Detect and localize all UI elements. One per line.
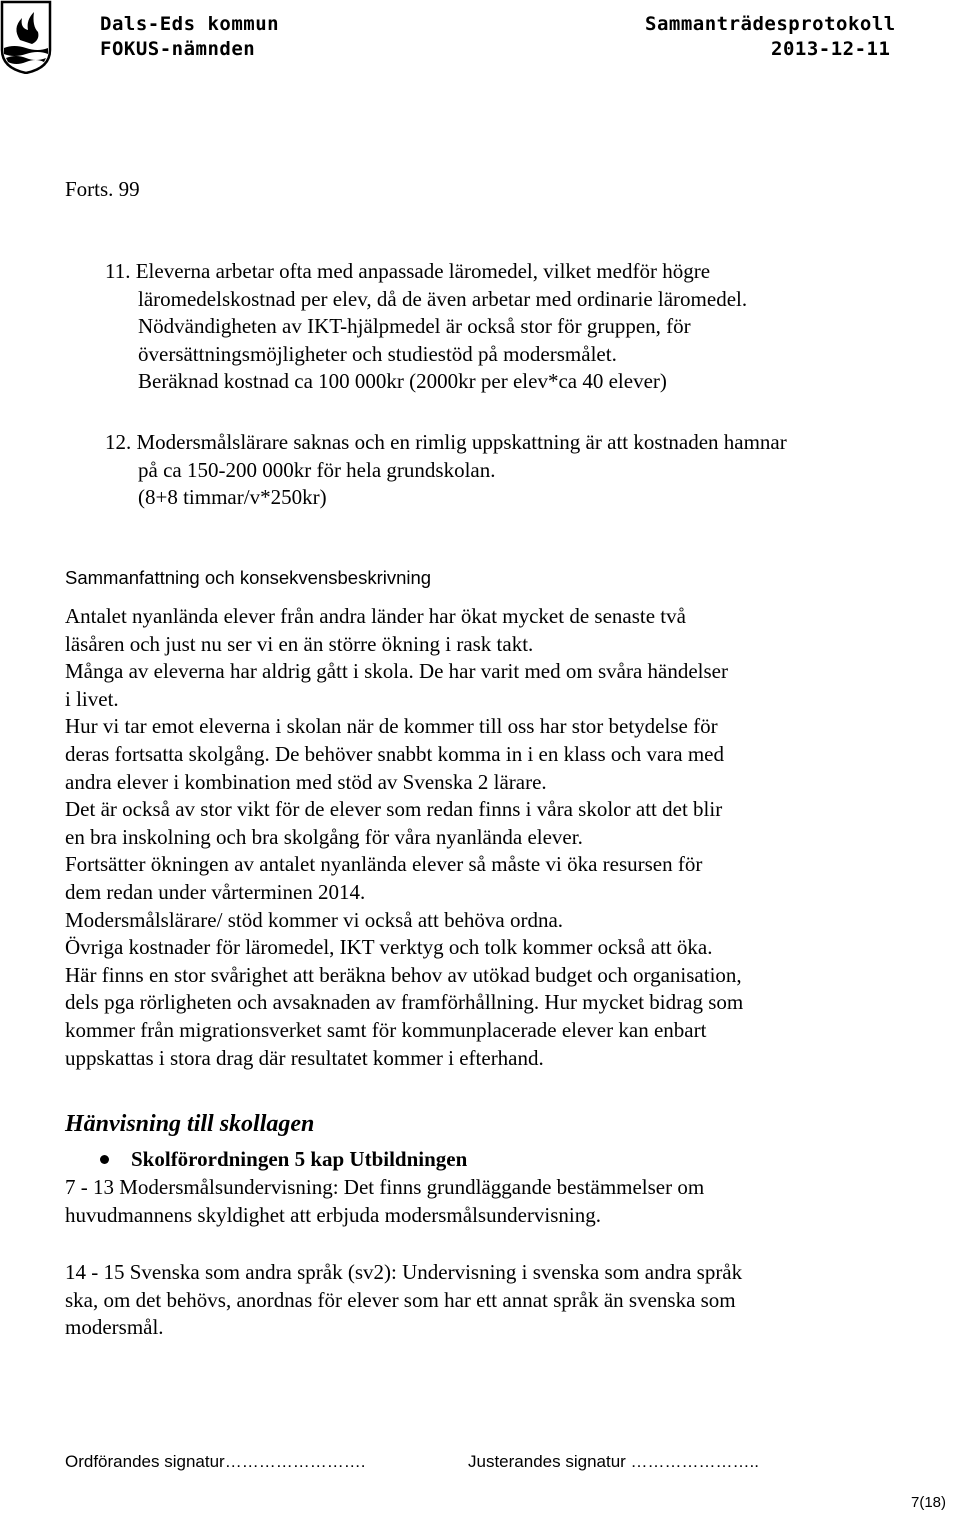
summary-line: Modersmålslärare/ stöd kommer vi också att behöva ordna. <box>65 907 564 932</box>
document-type: Sammanträdesprotokoll <box>645 13 896 35</box>
summary-line: Fortsätter ökningen av antalet nyanlända elever så måste vi öka resursen för <box>65 852 703 877</box>
summary-line: dem redan under vårterminen 2014. <box>65 879 366 904</box>
item-11 <box>105 258 747 396</box>
summary-line: uppskattas i stora drag där resultatet kommer i efterhand. <box>65 1045 544 1070</box>
item-line: 11. Eleverna arbetar ofta med anpassade läromedel, vilket medför högre <box>105 259 711 283</box>
meeting-date: 2013-12-11 <box>771 38 891 60</box>
reference-paragraph-1 <box>65 1174 704 1229</box>
summary-body <box>65 603 743 1072</box>
summary-line: kommer från migrationsverket samt för kommunplacerade elever kan enbart <box>65 1017 707 1042</box>
page-number: 7(18) <box>911 1494 947 1511</box>
reference-bullet <box>100 1146 467 1174</box>
item-line: på ca 150-200 000kr för hela grundskolan. <box>138 457 496 482</box>
summary-line: Många av eleverna har aldrig gått i skola. De har varit med om svåra händelser <box>65 659 728 684</box>
reference-line: ska, om det behövs, anordnas för elever som har ett annat språk än svenska som <box>65 1287 736 1312</box>
summary-line: en bra inskolning och bra skolgång för våra nyanlända elever. <box>65 824 583 849</box>
summary-line: Det är också av stor vikt för de elever som redan finns i våra skolor att det blir <box>65 797 723 822</box>
reference-line: modersmål. <box>65 1315 164 1340</box>
municipal-crest-icon <box>0 0 52 74</box>
summary-line: Övriga kostnader för läromedel, IKT verktyg och tolk kommer också att öka. <box>65 935 713 960</box>
summary-line: Hur vi tar emot eleverna i skolan när de kommer till oss har stor betydelse för <box>65 714 718 739</box>
committee-name: FOKUS-nämnden <box>100 38 256 60</box>
summary-heading: Sammanfattning och konsekvensbeskrivning <box>65 567 432 588</box>
summary-line: Antalet nyanlända elever från andra länder har ökat mycket de senaste två <box>65 604 686 628</box>
bullet-icon <box>100 1155 109 1164</box>
summary-line: läsåren och just nu ser vi en än större ökning i rask takt. <box>65 631 534 656</box>
reference-line: 14 - 15 Svenska som andra språk (sv2): Undervisning i svenska som andra språk <box>65 1260 743 1284</box>
reference-line: 7 - 13 Modersmålsundervisning: Det finns grundläggande bestämmelser om <box>65 1175 705 1199</box>
chair-signature: Ordförandes signatur……………………. <box>65 1452 366 1471</box>
item-line: läromedelskostnad per elev, då de även arbetar med ordinarie läromedel. <box>138 286 748 311</box>
adjuster-signature: Justerandes signatur ………………….. <box>468 1452 759 1471</box>
item-line: 12. Modersmålslärare saknas och en rimlig uppskattning är att kostnaden hamnar <box>105 430 787 454</box>
municipality-name: Dals-Eds kommun <box>100 13 280 35</box>
reference-line: huvudmannens skyldighet att erbjuda modersmålsundervisning. <box>65 1202 601 1227</box>
bullet-text: Skolförordningen 5 kap Utbildningen <box>131 1147 468 1171</box>
reference-paragraph-2 <box>65 1259 742 1342</box>
item-line: Nödvändigheten av IKT-hjälpmedel är också stor för gruppen, för <box>138 314 691 339</box>
continuation-label: Forts. 99 <box>65 177 140 201</box>
reference-heading: Hänvisning till skollagen <box>65 1111 315 1137</box>
item-line: översättningsmöjligheter och studiestöd på modersmålet. <box>138 341 617 366</box>
summary-line: deras fortsatta skolgång. De behöver snabbt komma in i en klass och vara med <box>65 741 724 766</box>
summary-line: i livet. <box>65 686 119 711</box>
summary-line: dels pga rörligheten och avsaknaden av framförhållning. Hur mycket bidrag som <box>65 990 744 1015</box>
item-12 <box>105 429 787 512</box>
summary-line: Här finns en stor svårighet att beräkna behov av utökad budget och organisation, <box>65 962 742 987</box>
item-line: Beräknad kostnad ca 100 000kr (2000kr per elev*ca 40 elever) <box>138 369 667 394</box>
summary-line: andra elever i kombination med stöd av Svenska 2 lärare. <box>65 769 547 794</box>
item-line: (8+8 timmar/v*250kr) <box>138 485 327 510</box>
